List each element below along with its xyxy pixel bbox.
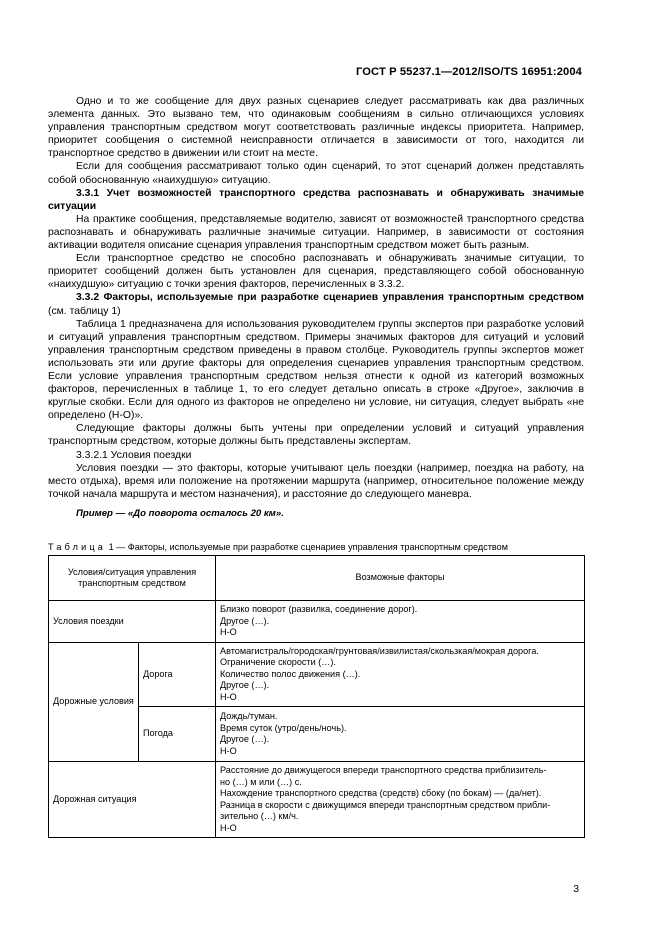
table-header-row [49, 556, 585, 601]
document-header: ГОСТ Р 55237.1—2012/ISO/TS 16951:2004 [355, 66, 582, 78]
factor-line: Время суток (утро/день/ночь). [220, 722, 347, 733]
table-row-traffic [49, 762, 585, 838]
paragraph: Если транспортное средство не способно распознавать и обнаруживать значимые ситуации, то приоритет сообщений должен быть установлен для сценария, представляющего собой обоснованную «наихудшую» ситуацию с точки зрения факторов, перечисленных в 3.3.2. [48, 253, 584, 291]
section-heading-3-3-2-title: 3.3.2 Факторы, используемые при разработке сценариев управления транспортным средством [76, 292, 584, 304]
factor-line: Ограничение скорости (…). [220, 657, 336, 667]
row-factors-road [216, 642, 585, 707]
body-text [48, 95, 584, 520]
table-row-trip [49, 601, 585, 643]
row-label-traffic: Дорожная ситуация [49, 762, 216, 838]
paragraph: Следующие факторы должны быть учтены при определении условий и ситуаций управления транспортным средством, которые должны быть представлены экспертам. [48, 423, 584, 448]
factor-line: Расстояние до движущегося впереди транспортного средства приблизитель- [220, 765, 547, 775]
page-number: 3 [573, 884, 579, 895]
row-label-trip: Условия поездки [49, 601, 216, 643]
paragraph: Условия поездки — это факторы, которые учитывают цель поездки (например, поездка на работу, на место отдыха), время или положение на протяжении маршрута (например, относительное положение между точкой начала маршрута и местом назначения), и расстояние до следующего маневра. [48, 462, 584, 500]
table-caption-text: 1 — Факторы, используемые при разработке сценариев управления транспортным средством [106, 542, 508, 552]
table-header-factors: Возможные факторы [216, 556, 585, 601]
factor-line: Разница в скорости с движущимся впереди транспортным средством прибли- [220, 799, 551, 810]
factor-line: зительно (…) км/ч. [220, 811, 299, 821]
paragraph: На практике сообщения, представляемые водителю, зависят от возможностей транспортного средства распознавать и обнаруживать различные значимые ситуации. Например, в зависимости от состояния активации водителя описание сценария управления транспортным средством может быть разным. [48, 213, 584, 252]
row-factors-weather [216, 707, 585, 762]
factor-line: Количество полос движения (…). [220, 668, 361, 679]
row-factors-traffic [216, 762, 585, 838]
section-heading-3-3-2-ref: (см. таблицу 1) [48, 305, 121, 317]
example-text: Пример — «До поворота осталось 20 км». [76, 507, 284, 519]
example-paragraph [48, 507, 584, 520]
factor-line: Другое (…). [220, 615, 270, 626]
factor-line: Другое (…). [220, 680, 270, 690]
table-row-road [49, 642, 585, 707]
factor-line: Близко поворот (развилка, соединение дорог). [220, 604, 418, 614]
paragraph: Если для сообщения рассматривают только один сценарий, то этот сценарий должен представлять собой обоснованную «наихудшую» ситуацию. [48, 161, 584, 186]
table-header-conditions: Условия/ситуация управления транспортным средством [49, 556, 216, 601]
sub-label-road: Дорога [139, 642, 216, 707]
paragraph: Таблица 1 предназначена для использования руководителем группы экспертов при разработке условий и ситуаций управления транспортным средством. Примеры значимых факторов для ситуаций и условий управления транспортным средством приведены в правом столбце. Руководитель группы экспертов может использовать эти или другие факторы для определения сценариев управления транспортным средством. Если условие управления транспортным средством нельзя отнести к одной из категорий возможных факторов, перечисленных в таблице 1, то его следует детально описать в строке «Другое», заключив в круглые скобки. Если для одного из факторов не определено ни условие, ни ситуация, следует выбрать «не определено (Н-О)». [48, 318, 584, 422]
factor-line: Н-О [220, 745, 237, 756]
factors-table [48, 555, 585, 838]
sub-label-weather: Погода [139, 707, 216, 762]
table-caption [48, 542, 588, 552]
factor-line: Н-О [220, 627, 237, 637]
factor-line: Н-О [220, 822, 237, 833]
factor-line: но (…) м или (…) с. [220, 776, 302, 787]
factor-line: Другое (…). [220, 734, 270, 744]
section-heading-3-3-1: 3.3.1 Учет возможностей транспортного средства распознавать и обнаруживать значимые ситуации [48, 187, 584, 212]
section-heading-3-3-2-1: 3.3.2.1 Условия поездки [76, 449, 192, 461]
factor-line: Нахождение транспортного средства (средств) сбоку (по бокам) — (да/нет). [220, 788, 542, 798]
row-factors-trip [216, 601, 585, 643]
paragraph: Одно и то же сообщение для двух разных сценариев следует рассматривать как два различных элемента данных. Это вызвано тем, что одинаковым сообщениям в сильно отличающихся условиях управления транспортным средством могут соответствовать различные индексы приоритета. Например, приоритет сообщения о системной неисправности отличается в зависимости от того, находится ли транспортное средство в движении или стоит на месте. [48, 96, 584, 160]
factor-line: Дождь/туман. [220, 711, 278, 721]
table-caption-word: Таблица [48, 542, 107, 552]
row-label-road-conditions: Дорожные условия [49, 642, 139, 762]
section-heading-3-3-2 [48, 291, 584, 317]
factor-line: Автомагистраль/городская/грунтовая/извилистая/скользкая/мокрая дорога. [220, 645, 539, 656]
factor-line: Н-О [220, 691, 237, 702]
